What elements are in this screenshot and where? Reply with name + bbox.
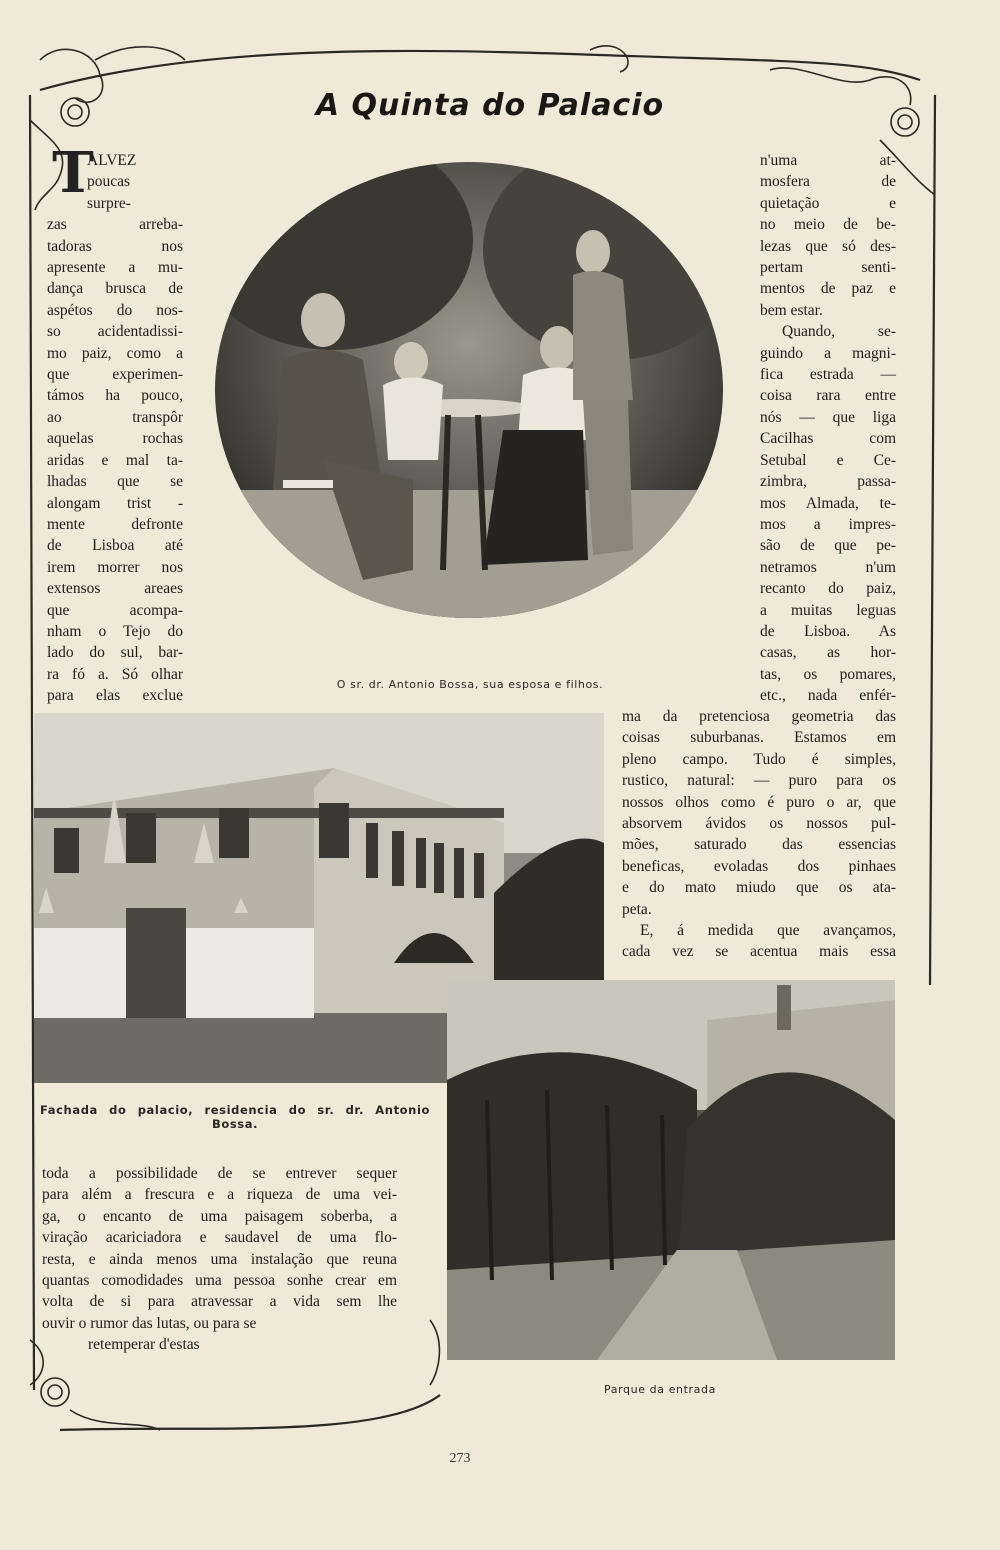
text-line: lhadas que se [47, 473, 183, 491]
text-line: ao transpôr [47, 408, 183, 426]
text-line: casas, as hor- [760, 644, 896, 662]
text-line: netramos n'um [760, 558, 896, 576]
text-line: e do mato miudo que os ata- [622, 879, 896, 897]
text-line: aspétos do nos- [47, 301, 183, 319]
text-line: ra fó a. Só olhar [47, 665, 183, 683]
text-line: peta. [622, 900, 652, 918]
park-photo [447, 980, 895, 1360]
caption-park: Parque da entrada [604, 1383, 716, 1396]
text-line: extensos areaes [47, 580, 183, 598]
text-line: Cacilhas com [760, 430, 896, 448]
text-line: para além a frescura e a riqueza de uma vei- [42, 1186, 397, 1204]
text-column-right-wide [622, 706, 896, 963]
text-line: tadoras nos [47, 237, 183, 255]
text-line: mos a impres- [760, 515, 896, 533]
text-line: que experimen- [47, 366, 183, 384]
text-column-left [47, 140, 183, 707]
text-line: mo paiz, como a [47, 344, 183, 362]
caption-facade-line-1: Fachada do palacio, residencia do sr. dr. Antonio [40, 1103, 430, 1117]
text-line: recanto do paiz, [760, 580, 896, 598]
text-line: ALVEZ [87, 152, 137, 169]
text-line: guindo a magni- [760, 344, 896, 362]
text-line: pleno campo. Tudo é simples, [622, 750, 896, 768]
text-line: pertam senti- [760, 259, 896, 277]
text-line: fica estrada — [760, 366, 896, 384]
text-line: coisa rara entre [760, 387, 896, 405]
article-title: A Quinta do Palacio [315, 88, 665, 123]
text-line: são de que pe- [760, 537, 896, 555]
text-column-bottom [42, 1163, 397, 1356]
text-line: absorvem ávidos os nossos pul- [622, 815, 896, 833]
text-line: quietação e [760, 194, 896, 212]
text-line: apresente a mu- [47, 259, 183, 277]
family-photo [213, 160, 725, 620]
text-line: volta de si para atravessar a vida sem lhe [42, 1293, 397, 1311]
text-line: Quando, se- [782, 323, 896, 341]
text-line: mos Almada, te- [760, 494, 896, 512]
text-line: surpre- [87, 194, 131, 212]
page-number: 273 [449, 1451, 471, 1466]
text-line: de Lisboa. As [760, 622, 896, 640]
drop-cap: T [52, 140, 94, 206]
text-line: quantas comodidades uma pessoa sonhe crear em [42, 1272, 397, 1290]
text-line: tas, os pomares, [760, 665, 896, 683]
caption-facade [40, 1103, 430, 1131]
text-line: támos ha pouco, [47, 387, 183, 405]
text-line: ga, o encanto de uma paisagem soberba, a [42, 1207, 397, 1225]
text-line: Setubal e Ce- [760, 451, 896, 469]
text-line: resta, e ainda menos uma instalação que reuna [42, 1250, 397, 1268]
text-line: aquelas rochas [47, 430, 183, 448]
caption-family: O sr. dr. Antonio Bossa, sua esposa e filhos. [336, 678, 604, 691]
text-line: beneficas, evoladas dos pinhaes [622, 857, 896, 875]
text-line: E, á medida que avançamos, [640, 922, 896, 940]
text-line: ouvir o rumor das lutas, ou para se [42, 1314, 257, 1332]
text-line: ma da pretenciosa geometria das [622, 708, 896, 725]
text-line: lado do sul, bar- [47, 644, 183, 662]
text-line: retemperar d'estas [88, 1336, 200, 1354]
text-line: toda a possibilidade de se entrever sequer [42, 1165, 397, 1182]
text-line: mosfera de [760, 173, 896, 191]
text-line: mente defronte [47, 515, 183, 533]
text-line: aridas e mal ta- [47, 451, 183, 469]
text-line: de Lisboa até [47, 537, 183, 555]
text-line: mentos de paz e [760, 280, 896, 298]
text-column-right [760, 150, 896, 707]
text-line: que acompa- [47, 601, 183, 619]
text-line: viração acariciadora e saudavel de uma flo- [42, 1229, 397, 1247]
text-line: mões, saturado das essencias [622, 836, 896, 854]
text-line: zimbra, passa- [760, 473, 896, 491]
text-line: alongam trist - [47, 494, 183, 512]
text-line: nossos olhos como é puro o ar, que [622, 793, 896, 811]
text-line: rustico, natural: — puro para os [622, 772, 896, 790]
text-line: irem morrer nos [47, 558, 183, 576]
text-line: nham o Tejo do [47, 622, 183, 640]
text-line: dança brusca de [47, 280, 183, 298]
text-line: zas arreba- [47, 216, 183, 234]
text-line: lezas que só des- [760, 237, 896, 255]
text-line: para elas exclue [47, 687, 183, 705]
text-line: no meio de be- [760, 216, 896, 234]
text-line: nós — que liga [760, 408, 896, 426]
text-line: coisas suburbanas. Estamos em [622, 729, 896, 747]
text-line: poucas [87, 173, 131, 191]
text-line: bem estar. [760, 301, 823, 319]
caption-facade-line-2: Bossa. [211, 1117, 259, 1131]
text-line: cada vez se acentua mais essa [622, 943, 896, 961]
text-line: so acidentadissi- [47, 323, 183, 341]
text-line: n'uma at- [760, 152, 896, 169]
text-line: a muitas leguas [760, 601, 896, 619]
text-line: etc., nada enfér- [760, 687, 896, 705]
